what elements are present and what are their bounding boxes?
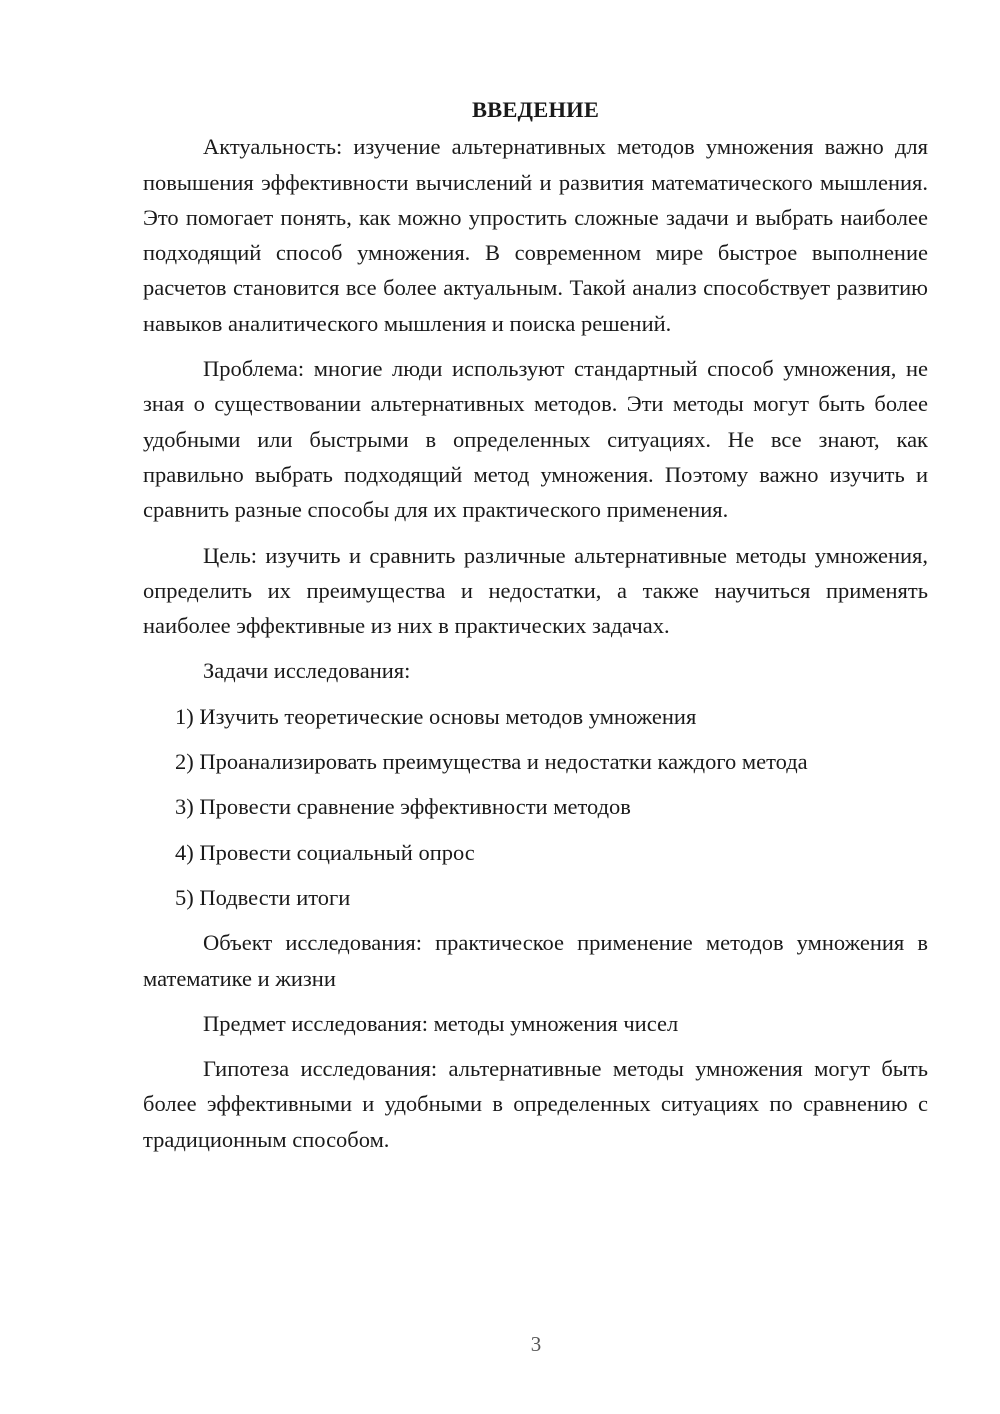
task-item: 5) Подвести итоги xyxy=(175,884,351,910)
problem-paragraph: Проблема: многие люди используют стандартный способ умножения, не зная о существовании альтернативных методов. Эти методы могут быть более удобными или быстрыми в определенных ситуациях. Не все знают, как правильно выбрать подходящий метод умножения. Поэтому важно изучить и сравнить разные способы для их практического применения. xyxy=(143,356,928,523)
page-content xyxy=(143,92,928,1167)
task-item: 3) Провести сравнение эффективности методов xyxy=(175,794,631,820)
task-item: 2) Проанализировать преимущества и недостатки каждого метода xyxy=(175,749,808,775)
tasks-list xyxy=(143,699,928,915)
section-title: ВВЕДЕНИЕ xyxy=(471,97,600,122)
subject-paragraph: Предмет исследования: методы умножения чисел xyxy=(203,1010,679,1036)
relevance-paragraph: Актуальность: изучение альтернативных методов умножения важно для повышения эффективности вычислений и развития математического мышления. Это помогает понять, как можно упростить сложные задачи и выбрать наиболее подходящий способ умножения. В современном мире быстрое выполнение расчетов становится все более актуальным. Такой анализ способствует развитию навыков аналитического мышления и поиска решений. xyxy=(143,134,928,336)
object-paragraph: Объект исследования: практическое применение методов умножения в математике и жизни xyxy=(143,930,928,991)
task-item: 1) Изучить теоретические основы методов умножения xyxy=(175,703,697,729)
page-number: 3 xyxy=(530,1332,542,1356)
hypothesis-paragraph: Гипотеза исследования: альтернативные методы умножения могут быть более эффективными и удобными в определенных ситуациях по сравнению с традиционным способом. xyxy=(143,1056,928,1152)
task-item: 4) Провести социальный опрос xyxy=(175,839,475,865)
goal-paragraph: Цель: изучить и сравнить различные альтернативные методы умножения, определить их преимущества и недостатки, а также научиться применять наиболее эффективные из них в практических задачах. xyxy=(143,542,928,639)
tasks-heading: Задачи исследования: xyxy=(203,658,411,684)
